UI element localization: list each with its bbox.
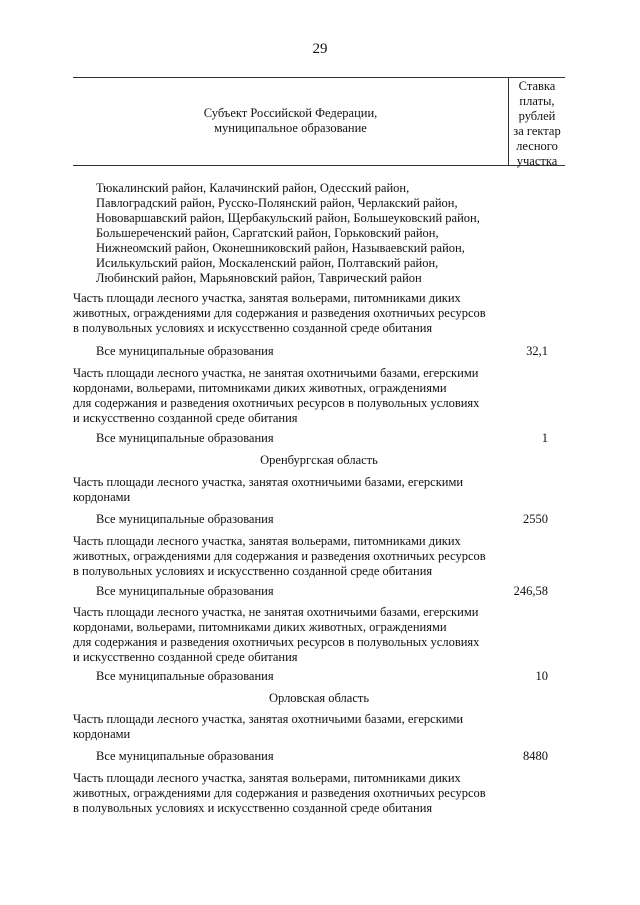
region-heading: Орловская область bbox=[268, 691, 370, 705]
rate-value: 8480 bbox=[523, 749, 548, 763]
area-category-text: Часть площади лесного участка, занятая охотничьими базами, егерскими кордонами bbox=[73, 712, 464, 741]
region-heading: Оренбургская область bbox=[260, 453, 378, 467]
area-category-text: Часть площади лесного участка, занятая вольерами, питомниками диких животных, ограждениями для содержания и разведения охотничьих ресурсов в полувольных условиях и искусственно созданной среде обитания bbox=[73, 534, 486, 578]
column-header-rate: Ставка платы, рублей за гектар лесного участка bbox=[513, 79, 561, 168]
area-category-text: Часть площади лесного участка, занятая вольерами, питомниками диких животных, ограждениями для содержания и разведения охотничьих ресурсов в полувольных условиях и искусственно созданной среде обитания bbox=[73, 771, 486, 815]
rate-value: 246,58 bbox=[513, 584, 548, 598]
area-category-text: Часть площади лесного участка, не занятая охотничьими базами, егерскими кордонами, вольерами, питомниками диких животных, ограждениями для содержания и разведения охотничьих ресурсов в полувольных условиях и искусственно созданной среде обитания bbox=[73, 366, 480, 425]
table-header-top-rule bbox=[73, 77, 565, 78]
municipality-label: Все муниципальные образования bbox=[96, 344, 274, 358]
municipality-label: Все муниципальные образования bbox=[96, 584, 274, 598]
column-header-subject: Субъект Российской Федерации, муниципальное образование bbox=[203, 106, 378, 135]
rate-value: 10 bbox=[535, 669, 548, 683]
table-header-bottom-rule bbox=[73, 165, 565, 166]
page-number: 29 bbox=[312, 41, 328, 57]
municipality-label: Все муниципальные образования bbox=[96, 749, 274, 763]
municipality-label: Все муниципальные образования bbox=[96, 669, 274, 683]
area-category-text: Часть площади лесного участка, занятая вольерами, питомниками диких животных, ограждениями для содержания и разведения охотничьих ресурсов в полувольных условиях и искусственно созданной среде обитания bbox=[73, 291, 486, 335]
area-category-text: Часть площади лесного участка, занятая охотничьими базами, егерскими кордонами bbox=[73, 475, 464, 504]
rate-value: 2550 bbox=[523, 512, 548, 526]
rate-value: 32,1 bbox=[526, 344, 548, 358]
municipality-label: Все муниципальные образования bbox=[96, 431, 274, 445]
district-list: Тюкалинский район, Калачинский район, Одесский район, Павлоградский район, Русско-Полянский район, Черлакский район, Нововаршавский район, Щербакульский район, Большеуковский район, Большереченский район, Саргатский район, Горьковский район, Нижнеомский район, Оконешниковский район, Называевский район, Исилькульский район, Москаленский район, Полтавский район, Любинский район, Марьяновский район, Таврический район bbox=[96, 181, 480, 285]
area-category-text: Часть площади лесного участка, не занятая охотничьими базами, егерскими кордонами, вольерами, питомниками диких животных, ограждениями для содержания и разведения охотничьих ресурсов в полувольных условиях и искусственно созданной среде обитания bbox=[73, 605, 480, 664]
municipality-label: Все муниципальные образования bbox=[96, 512, 274, 526]
rate-value: 1 bbox=[541, 431, 548, 445]
